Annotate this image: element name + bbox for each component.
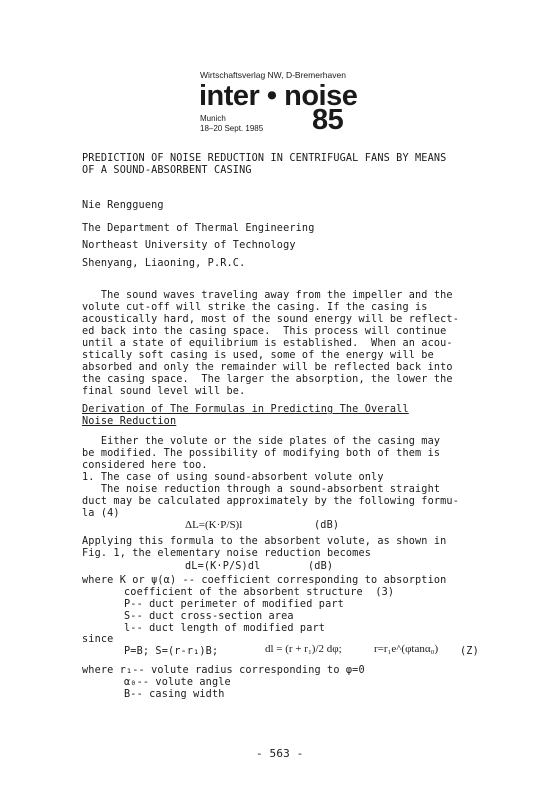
section-heading-line-1: Derivation of The Formulas in Predicting The Overall — [82, 404, 409, 415]
intro-line-9: final sound level will be. — [82, 386, 246, 397]
body-line-2: be modified. The possibility of modifying both of them is — [82, 448, 441, 459]
equation-1-unit: (dB) — [314, 520, 340, 531]
publisher-line: Wirtschaftsverlag NW, D-Bremerhaven — [200, 70, 346, 80]
where-b-definition: B-- casing width — [124, 689, 225, 700]
intro-line-3: acoustically hard, most of the sound energy will be reflect- — [82, 314, 460, 325]
affiliation-line-2: Northeast University of Technology — [82, 240, 296, 251]
affiliation-line-3: Shenyang, Liaoning, P.R.C. — [82, 258, 246, 269]
body-line-4: 1. The case of using sound-absorbent volute only — [82, 472, 384, 483]
affiliation-line-1: The Department of Thermal Engineering — [82, 223, 315, 234]
paper-title-line-2: OF A SOUND-ABSORBENT CASING — [82, 165, 252, 176]
page-number: - 563 - — [256, 747, 304, 760]
since-relation-3: r=r₁e^(φtanα₀) — [374, 643, 439, 655]
since-relation-2: dl = (r + r₁)/2 dφ; — [265, 643, 342, 655]
intro-line-4: ed back into the casing space. This process will continue — [82, 326, 447, 337]
conference-logo: inter • noise — [199, 80, 358, 112]
apply-line-1: Applying this formula to the absorbent volute, as shown in — [82, 536, 447, 547]
intro-line-5: until a state of equilibrium is established. When an acou- — [82, 338, 453, 349]
conference-city: Munich — [200, 114, 226, 123]
conference-dates: 18–20 Sept. 1985 — [200, 124, 264, 133]
where-r1-definition: where r₁-- volute radius corresponding to φ=0 — [82, 665, 365, 676]
apply-line-2: Fig. 1, the elementary noise reduction becomes — [82, 548, 372, 559]
equation-elementary-reduction: dL=(K·P/S)dl — [185, 561, 261, 572]
intro-line-6: stically soft casing is used, some of the energy will be — [82, 350, 434, 361]
intro-line-8: the casing space. The larger the absorption, the lower the — [82, 374, 453, 385]
body-line-3: considered here too. — [82, 460, 208, 471]
equation-noise-reduction: ΔL=(K·P/S)l — [185, 519, 243, 531]
section-heading-line-2: Noise Reduction — [82, 416, 177, 427]
where-alpha-definition: α₀-- volute angle — [124, 677, 231, 688]
since-relation-1: P=B; S=(r-r₁)B; — [124, 646, 219, 657]
body-line-1: Either the volute or the side plates of the casing may — [82, 436, 441, 447]
where-p-definition: P-- duct perimeter of modified part — [124, 599, 344, 610]
where-s-definition: S-- duct cross-section area — [124, 611, 294, 622]
where-k-line-2: coefficient of the absorbent structure (3) — [124, 587, 395, 598]
author-name: Nie Renggueng — [82, 200, 164, 211]
where-l-definition: l-- duct length of modified part — [124, 623, 326, 634]
intro-line-1: The sound waves traveling away from the impeller and the — [82, 290, 453, 301]
equation-2-unit: (dB) — [308, 561, 334, 572]
where-k-definition: where K or ψ(α) -- coefficient corresponding to absorption — [82, 575, 447, 586]
intro-line-2: volute cut-off will strike the casing. If the casing is — [82, 302, 428, 313]
body-line-6: duct may be calculated approximately by the following formu- — [82, 496, 460, 507]
since-ref: (Z) — [460, 646, 479, 657]
body-line-7: la (4) — [82, 508, 120, 519]
since-label: since — [82, 634, 114, 645]
body-line-5: The noise reduction through a sound-absorbent straight — [82, 484, 441, 495]
conference-year: 85 — [312, 104, 344, 136]
paper-title-line-1: PREDICTION OF NOISE REDUCTION IN CENTRIFUGAL FANS BY MEANS — [82, 153, 447, 164]
intro-line-7: absorbed and only the remainder will be reflected back into — [82, 362, 453, 373]
